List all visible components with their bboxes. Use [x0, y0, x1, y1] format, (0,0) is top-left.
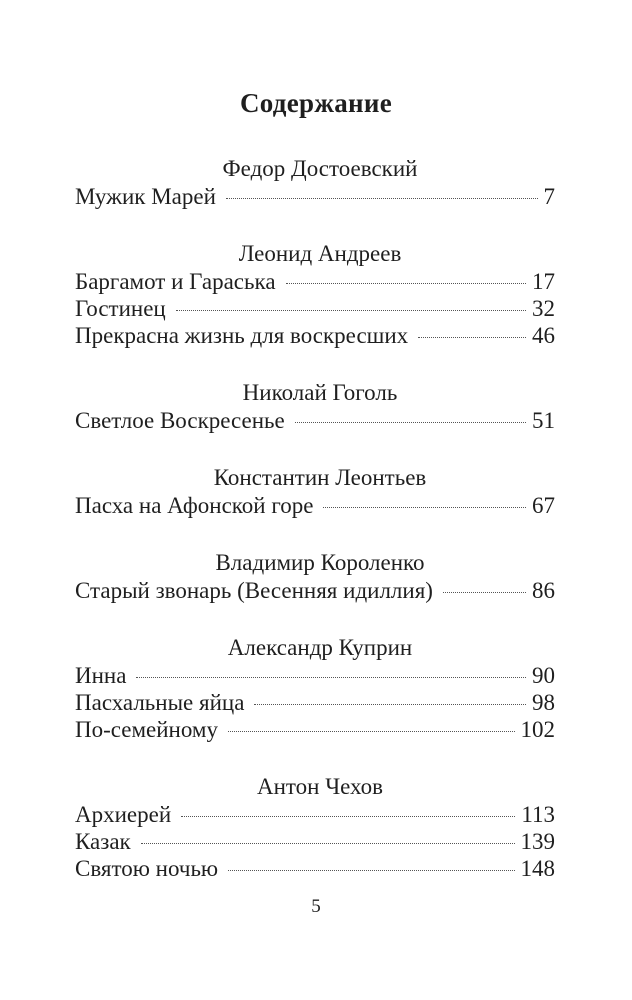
entry-title: Мужик Марей [75, 184, 216, 209]
toc-section [75, 240, 555, 349]
entry-title: Гостинец [75, 296, 166, 321]
entry-title: Прекрасна жизнь для воскресших [75, 323, 409, 348]
dot-leader [295, 422, 526, 423]
dot-leader [286, 283, 526, 284]
toc-section [75, 773, 555, 882]
entry-title: Светлое Воскресенье [75, 408, 285, 433]
toc-entry[interactable] [75, 855, 555, 882]
toc-entry[interactable] [75, 492, 555, 519]
dot-leader [226, 198, 538, 199]
dot-leader [176, 310, 526, 311]
entry-page: 139 [520, 829, 555, 854]
toc-entry[interactable] [75, 407, 555, 434]
entry-title: Инна [75, 663, 127, 688]
toc-section [75, 549, 555, 604]
toc-entry[interactable] [75, 801, 555, 828]
dot-leader [254, 704, 526, 705]
entry-page: 32 [532, 296, 555, 321]
page-title: Содержание [239, 88, 393, 118]
entry-title: Архиерей [75, 802, 172, 827]
dot-leader [228, 731, 515, 732]
toc-section [75, 634, 555, 743]
entry-title: Старый звонарь (Весенняя идиллия) [75, 578, 433, 603]
author-name: Антон Чехов [256, 774, 384, 799]
toc-entry[interactable] [75, 689, 555, 716]
author-name: Леонид Андреев [238, 241, 402, 266]
entry-page: 46 [532, 323, 555, 348]
author-name: Федор Достоевский [222, 156, 418, 181]
toc-section [75, 464, 555, 519]
page-number: 5 [311, 896, 321, 917]
toc-entry[interactable] [75, 183, 555, 210]
dot-leader [141, 843, 515, 844]
entry-title: Баргамот и Гараська [75, 269, 276, 294]
entry-page: 113 [521, 802, 555, 827]
toc-section [75, 379, 555, 434]
toc-entry[interactable] [75, 716, 555, 743]
entry-page: 7 [543, 184, 555, 209]
dot-leader [228, 870, 514, 871]
entry-title: Святою ночью [75, 856, 219, 881]
entry-page: 148 [520, 856, 555, 881]
entry-title: Пасхальные яйца [75, 690, 245, 715]
entry-page: 102 [520, 717, 555, 742]
entry-page: 67 [532, 493, 555, 518]
entry-title: Казак [75, 829, 131, 854]
toc-entry[interactable] [75, 577, 555, 604]
toc-entry[interactable] [75, 322, 555, 349]
dot-leader [136, 677, 526, 678]
author-name: Константин Леонтьев [213, 465, 427, 490]
entry-page: 51 [532, 408, 555, 433]
entry-page: 17 [532, 269, 555, 294]
entry-page: 86 [532, 578, 555, 603]
dot-leader [181, 816, 515, 817]
entry-page: 90 [532, 663, 555, 688]
toc-entry[interactable] [75, 662, 555, 689]
entry-title: Пасха на Афонской горе [75, 493, 314, 518]
author-name: Александр Куприн [227, 635, 413, 660]
dot-leader [323, 507, 526, 508]
dot-leader [418, 337, 526, 338]
dot-leader [443, 592, 526, 593]
toc-entry[interactable] [75, 268, 555, 295]
table-of-contents [75, 155, 555, 882]
entry-page: 98 [532, 690, 555, 715]
toc-entry[interactable] [75, 828, 555, 855]
author-name: Николай Гоголь [242, 380, 398, 405]
toc-section [75, 155, 555, 210]
author-name: Владимир Короленко [215, 550, 425, 575]
entry-title: По-семейному [75, 717, 218, 742]
toc-entry[interactable] [75, 295, 555, 322]
